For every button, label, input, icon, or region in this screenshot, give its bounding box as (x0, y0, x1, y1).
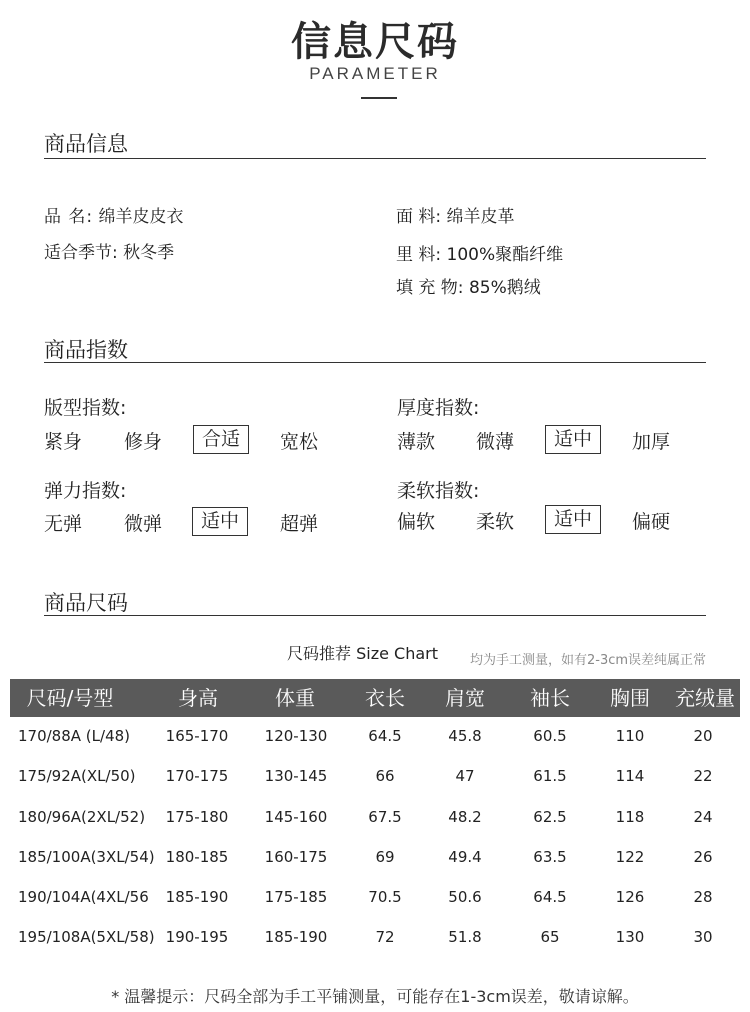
elasticity-index-title: 弹力指数: (44, 480, 127, 502)
column-header-height: 身高 (178, 686, 218, 710)
softness-option-selected: 适中 (545, 505, 601, 534)
info-lining (396, 240, 563, 265)
softness-option: 偏软 (397, 511, 436, 533)
table-cell: 130-145 (264, 767, 328, 785)
table-cell: 62.5 (533, 808, 567, 826)
table-cell-size: 185/100A(3XL/54) (18, 848, 155, 866)
size-chart-caption: 尺码推荐 Size Chart (287, 644, 438, 663)
thickness-index-title: 厚度指数: (397, 397, 480, 419)
table-cell: 67.5 (368, 808, 402, 826)
table-cell: 49.4 (448, 848, 482, 866)
section-title-product-info: 商品信息 (44, 132, 128, 156)
column-header-chest: 胸围 (610, 686, 650, 710)
table-cell: 165-170 (165, 727, 229, 745)
fit-option-selected: 合适 (193, 425, 249, 454)
info-season-label: 适合季节: (44, 243, 118, 263)
table-cell: 175-180 (165, 808, 229, 826)
table-cell: 28 (693, 888, 713, 906)
section-title-size: 商品尺码 (44, 591, 128, 615)
elasticity-option: 微弹 (124, 513, 163, 535)
info-name-value: 绵羊皮皮衣 (98, 207, 184, 227)
table-cell: 47 (455, 767, 475, 785)
table-cell: 190-195 (165, 928, 229, 946)
page-title: 信息尺码 (291, 19, 459, 65)
section-divider (44, 158, 706, 159)
table-cell: 22 (693, 767, 713, 785)
section-title-indices: 商品指数 (44, 338, 128, 362)
info-fabric-value: 绵羊皮革 (446, 207, 515, 227)
table-cell: 24 (693, 808, 713, 826)
table-cell-size: 190/104A(4XL/56 (18, 888, 149, 906)
column-header-size: 尺码/号型 (26, 686, 114, 710)
info-filling (396, 273, 541, 298)
softness-option: 柔软 (476, 511, 515, 533)
table-cell: 110 (615, 727, 645, 745)
table-cell: 64.5 (368, 727, 402, 745)
elasticity-option-selected: 适中 (192, 507, 248, 536)
info-filling-value: 85%鹅绒 (468, 278, 541, 298)
table-cell: 120-130 (264, 727, 328, 745)
table-cell-size: 195/108A(5XL/58) (18, 928, 155, 946)
info-lining-label: 里 料: (396, 245, 442, 265)
table-cell: 160-175 (264, 848, 328, 866)
column-header-down-fill: 充绒量 (675, 686, 735, 710)
table-cell-size: 175/92A(XL/50) (18, 767, 136, 785)
footer-note: * 温馨提示：尺码全部为手工平铺测量，可能存在1-3cm误差，敬请谅解。 (111, 987, 639, 1006)
page-subtitle: PARAMETER (309, 64, 441, 83)
table-cell: 114 (615, 767, 645, 785)
table-cell: 170-175 (165, 767, 229, 785)
table-cell: 48.2 (448, 808, 482, 826)
size-table-header (10, 679, 740, 717)
table-cell: 63.5 (533, 848, 567, 866)
fit-option: 紧身 (44, 431, 83, 453)
table-cell: 122 (615, 848, 645, 866)
softness-index-title: 柔软指数: (397, 480, 480, 502)
section-divider (44, 362, 706, 363)
table-cell: 65 (540, 928, 560, 946)
info-fabric (396, 202, 515, 227)
info-name-label: 品 名: (44, 207, 94, 227)
table-cell: 26 (693, 848, 713, 866)
table-cell: 20 (693, 727, 713, 745)
elasticity-option: 超弹 (280, 513, 319, 535)
info-season-value: 秋冬季 (123, 243, 175, 263)
table-cell: 51.8 (448, 928, 482, 946)
fit-option: 修身 (124, 431, 163, 453)
info-season (44, 238, 174, 263)
fit-option: 宽松 (280, 431, 319, 453)
table-cell: 180-185 (165, 848, 229, 866)
column-header-weight: 体重 (275, 686, 315, 710)
table-cell: 66 (375, 767, 395, 785)
size-chart-note: 均为手工测量，如有2-3cm误差纯属正常 (470, 653, 707, 668)
column-header-sleeve: 袖长 (530, 686, 570, 710)
column-header-shoulder: 肩宽 (445, 686, 485, 710)
info-lining-value: 100%聚酯纤维 (446, 245, 564, 265)
thickness-option: 薄款 (397, 431, 436, 453)
thickness-option: 微薄 (476, 431, 515, 453)
elasticity-option: 无弹 (44, 513, 83, 535)
info-filling-label: 填 充 物: (396, 278, 464, 298)
table-cell-size: 170/88A (L/48) (18, 727, 131, 745)
table-cell: 30 (693, 928, 713, 946)
table-cell: 175-185 (264, 888, 328, 906)
table-cell: 45.8 (448, 727, 482, 745)
column-header-length: 衣长 (365, 686, 405, 710)
table-cell: 145-160 (264, 808, 328, 826)
softness-option: 偏硬 (632, 511, 671, 533)
section-divider (44, 615, 706, 616)
info-fabric-label: 面 料: (396, 207, 442, 227)
table-cell: 64.5 (533, 888, 567, 906)
table-cell: 61.5 (533, 767, 567, 785)
thickness-option-selected: 适中 (545, 425, 601, 454)
table-cell: 130 (615, 928, 645, 946)
table-cell: 50.6 (448, 888, 482, 906)
table-cell: 70.5 (368, 888, 402, 906)
table-cell: 185-190 (264, 928, 328, 946)
table-cell: 118 (615, 808, 645, 826)
fit-index-title: 版型指数: (44, 397, 127, 419)
table-cell: 126 (615, 888, 645, 906)
info-name (44, 202, 184, 227)
title-divider (361, 97, 397, 99)
table-cell-size: 180/96A(2XL/52) (18, 808, 146, 826)
table-cell: 185-190 (165, 888, 229, 906)
table-cell: 60.5 (533, 727, 567, 745)
table-cell: 72 (375, 928, 395, 946)
thickness-option: 加厚 (632, 431, 671, 453)
table-cell: 69 (375, 848, 395, 866)
